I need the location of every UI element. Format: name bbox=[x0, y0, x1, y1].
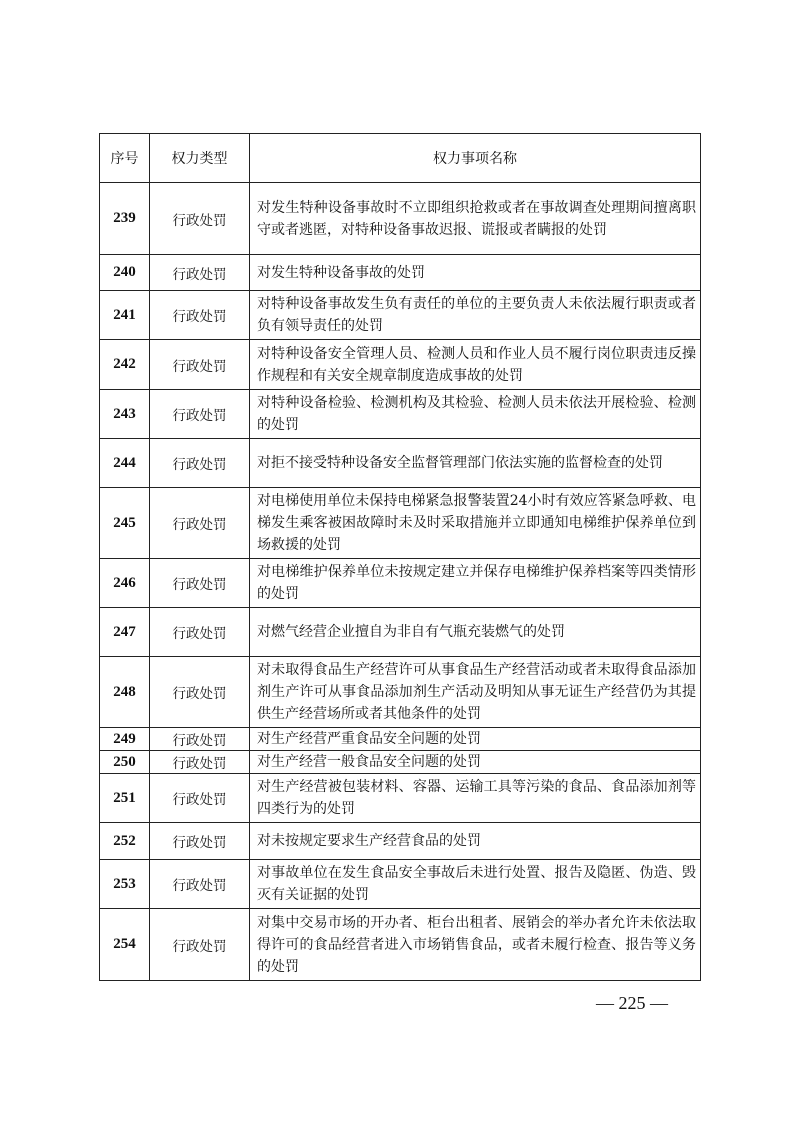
row-item-name: 对生产经营严重食品安全问题的处罚 bbox=[250, 728, 701, 751]
table-row bbox=[100, 488, 701, 559]
table-row bbox=[100, 608, 701, 657]
table-row bbox=[100, 340, 701, 390]
row-power-type: 行政处罚 bbox=[150, 439, 250, 488]
row-serial-number: 242 bbox=[100, 340, 150, 390]
row-serial-number: 240 bbox=[100, 255, 150, 291]
row-power-type: 行政处罚 bbox=[150, 823, 250, 860]
row-serial-number: 239 bbox=[100, 183, 150, 255]
table-row bbox=[100, 860, 701, 909]
row-item-name: 对特种设备事故发生负有责任的单位的主要负责人未依法履行职责或者负有领导责任的处罚 bbox=[250, 291, 701, 340]
table-row bbox=[100, 183, 701, 255]
row-power-type: 行政处罚 bbox=[150, 751, 250, 774]
row-serial-number: 250 bbox=[100, 751, 150, 774]
row-item-name: 对特种设备安全管理人员、检测人员和作业人员不履行岗位职责违反操作规程和有关安全规章制度造成事故的处罚 bbox=[250, 340, 701, 390]
row-power-type: 行政处罚 bbox=[150, 860, 250, 909]
row-serial-number: 244 bbox=[100, 439, 150, 488]
row-power-type: 行政处罚 bbox=[150, 774, 250, 823]
row-item-name: 对燃气经营企业擅自为非自有气瓶充装燃气的处罚 bbox=[250, 608, 701, 657]
row-serial-number: 254 bbox=[100, 909, 150, 981]
row-item-name: 对发生特种设备事故的处罚 bbox=[250, 255, 701, 291]
row-item-name: 对电梯使用单位未保持电梯紧急报警装置24小时有效应答紧急呼救、电梯发生乘客被困故障时未及时采取措施并立即通知电梯维护保养单位到场救援的处罚 bbox=[250, 488, 701, 559]
row-serial-number: 248 bbox=[100, 657, 150, 728]
row-serial-number: 243 bbox=[100, 390, 150, 439]
row-serial-number: 249 bbox=[100, 728, 150, 751]
row-serial-number: 247 bbox=[100, 608, 150, 657]
page-number: — 225 — bbox=[596, 993, 668, 1013]
table-row bbox=[100, 657, 701, 728]
power-items-table bbox=[99, 133, 701, 981]
row-serial-number: 252 bbox=[100, 823, 150, 860]
row-serial-number: 245 bbox=[100, 488, 150, 559]
table-row bbox=[100, 390, 701, 439]
table-row bbox=[100, 559, 701, 608]
table-row bbox=[100, 909, 701, 981]
row-item-name: 对发生特种设备事故时不立即组织抢救或者在事故调查处理期间擅离职守或者逃匿，对特种设备事故迟报、谎报或者瞒报的处罚 bbox=[250, 183, 701, 255]
row-item-name: 对未取得食品生产经营许可从事食品生产经营活动或者未取得食品添加剂生产许可从事食品添加剂生产活动及明知从事无证生产经营仍为其提供生产经营场所或者其他条件的处罚 bbox=[250, 657, 701, 728]
row-power-type: 行政处罚 bbox=[150, 909, 250, 981]
row-serial-number: 241 bbox=[100, 291, 150, 340]
table-row bbox=[100, 728, 701, 751]
row-item-name: 对集中交易市场的开办者、柜台出租者、展销会的举办者允许未依法取得许可的食品经营者进入市场销售食品，或者未履行检查、报告等义务的处罚 bbox=[250, 909, 701, 981]
row-serial-number: 251 bbox=[100, 774, 150, 823]
row-item-name: 对特种设备检验、检测机构及其检验、检测人员未依法开展检验、检测的处罚 bbox=[250, 390, 701, 439]
row-power-type: 行政处罚 bbox=[150, 608, 250, 657]
table-row bbox=[100, 774, 701, 823]
row-power-type: 行政处罚 bbox=[150, 183, 250, 255]
row-power-type: 行政处罚 bbox=[150, 340, 250, 390]
header-power-type: 权力类型 bbox=[150, 134, 250, 183]
row-item-name: 对拒不接受特种设备安全监督管理部门依法实施的监督检查的处罚 bbox=[250, 439, 701, 488]
row-serial-number: 253 bbox=[100, 860, 150, 909]
header-serial-number: 序号 bbox=[100, 134, 150, 183]
row-item-name: 对生产经营被包装材料、容器、运输工具等污染的食品、食品添加剂等四类行为的处罚 bbox=[250, 774, 701, 823]
table-header-row bbox=[100, 134, 701, 183]
table-row bbox=[100, 823, 701, 860]
table-row bbox=[100, 439, 701, 488]
row-item-name: 对事故单位在发生食品安全事故后未进行处置、报告及隐匿、伪造、毁灭有关证据的处罚 bbox=[250, 860, 701, 909]
row-power-type: 行政处罚 bbox=[150, 291, 250, 340]
row-item-name: 对电梯维护保养单位未按规定建立并保存电梯维护保养档案等四类情形的处罚 bbox=[250, 559, 701, 608]
row-item-name: 对未按规定要求生产经营食品的处罚 bbox=[250, 823, 701, 860]
header-item-name: 权力事项名称 bbox=[250, 134, 701, 183]
table-row bbox=[100, 255, 701, 291]
row-power-type: 行政处罚 bbox=[150, 488, 250, 559]
table-row bbox=[100, 751, 701, 774]
row-item-name: 对生产经营一般食品安全问题的处罚 bbox=[250, 751, 701, 774]
row-power-type: 行政处罚 bbox=[150, 728, 250, 751]
row-power-type: 行政处罚 bbox=[150, 657, 250, 728]
row-serial-number: 246 bbox=[100, 559, 150, 608]
row-power-type: 行政处罚 bbox=[150, 255, 250, 291]
row-power-type: 行政处罚 bbox=[150, 559, 250, 608]
row-power-type: 行政处罚 bbox=[150, 390, 250, 439]
table-row bbox=[100, 291, 701, 340]
